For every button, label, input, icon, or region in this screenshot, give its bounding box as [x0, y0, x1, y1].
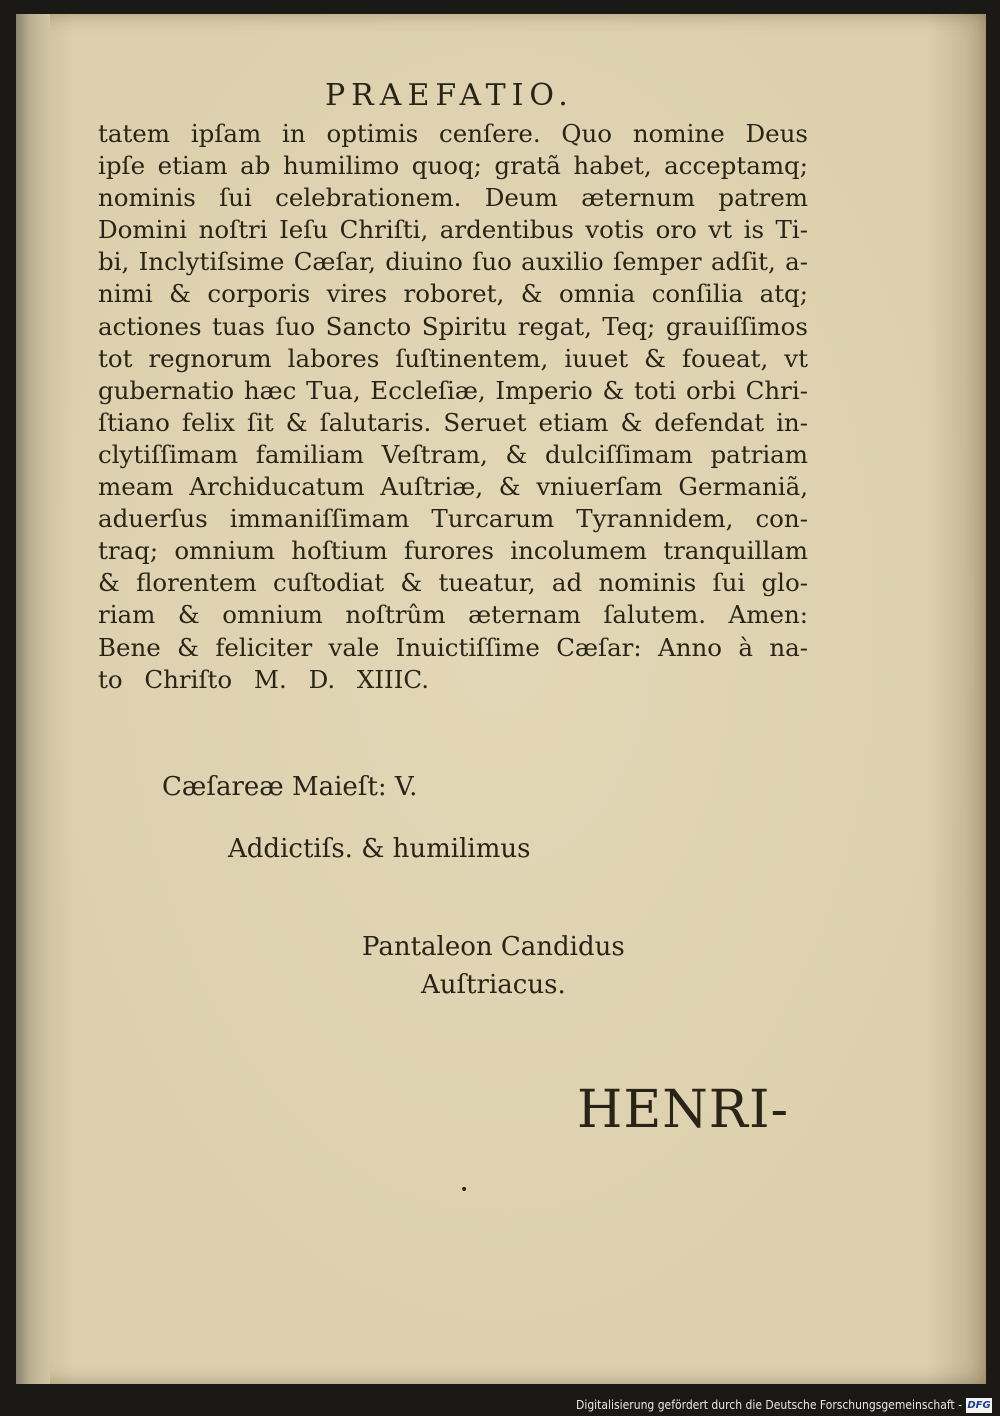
dfg-logo: DFG [967, 1400, 991, 1411]
body-line: ſtiano felix ſit & ſalutaris. Seruet etiam & defendat in- [98, 407, 808, 437]
body-line: aduerſus immaniſſimam Turcarum Tyrannidem, con- [98, 504, 808, 534]
closing-salutation: Cæſareæ Maieſt: V. [162, 772, 418, 802]
body-line: ipſe etiam ab humilimo quoq; gratã habet, acceptamq; [98, 151, 808, 181]
body-line: actiones tuas ſuo Sancto Spiritu regat, Teq; grauiſſimos [98, 311, 808, 341]
body-line: bi, Inclytiſsime Cæſar, diuino ſuo auxilio ſemper adſit, a- [98, 247, 808, 277]
body-line: nimi & corporis vires roboret, & omnia conſilia atq; [98, 279, 808, 309]
body-line: & florentem cuſtodiat & tueatur, ad nominis ſui glo- [98, 568, 808, 598]
body-line: riam & omnium noſtrûm æternam ſalutem. Amen: [98, 600, 808, 630]
body-text [98, 118, 808, 696]
book-binding-edge [16, 14, 50, 1384]
signature [362, 928, 625, 1004]
body-line: gubernatio hæc Tua, Eccleſiæ, Imperio & toti orbi Chri- [98, 375, 808, 405]
catchword: HENRI- [577, 1080, 790, 1140]
signature-origin: Auſtriacus. [420, 970, 566, 1000]
body-line: meam Archiducatum Auſtriæ, & vniuerſam Germaniã, [98, 472, 808, 502]
body-line: traq; omnium hoſtium furores incolumem tranquillam [98, 536, 808, 566]
body-line: nominis ſui celebrationem. Deum æternum patrem [98, 183, 808, 213]
running-head: PRAEFATIO. [325, 78, 574, 113]
body-line: clytiſſimam familiam Veſtram, & dulciſſimam patriam [98, 439, 808, 469]
closing-devotion: Addictiſs. & humilimus [228, 834, 531, 864]
body-line: Bene & feliciter vale Inuictiſſime Cæſar: Anno à na- [98, 632, 808, 662]
funding-credit: Digitalisierung gefördert durch die Deutsche Forschungsgemeinschaft - [576, 1398, 962, 1412]
ornament-dot: • [460, 1182, 469, 1198]
body-line: to Chriſto M. D. XIIIC. [98, 664, 430, 694]
body-line: Domini noſtri Ieſu Chriſti, ardentibus votis oro vt is Ti- [98, 215, 808, 245]
signature-name: Pantaleon Candidus [362, 932, 625, 962]
body-line: tatem ipſam in optimis cenſere. Quo nomine Deus [98, 119, 808, 148]
body-line: tot regnorum labores ſuſtinentem, iuuet & foueat, vt [98, 343, 808, 373]
